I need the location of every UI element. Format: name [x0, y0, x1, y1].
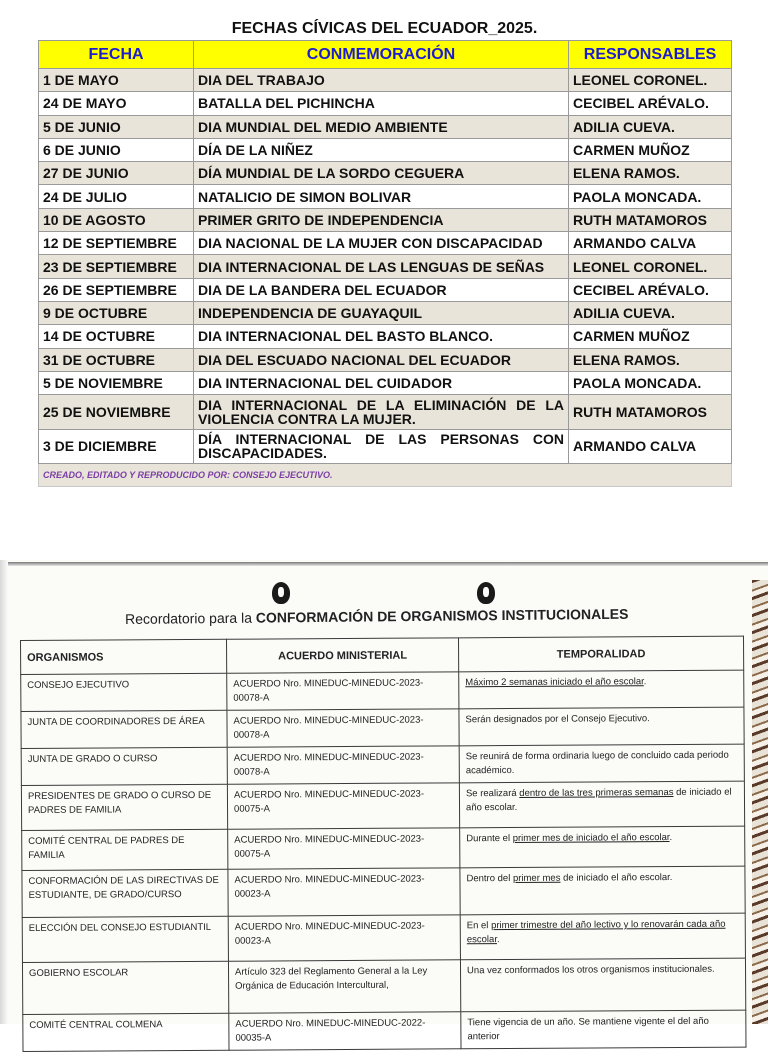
cell-temporalidad — [460, 866, 745, 915]
table-row — [39, 301, 732, 324]
cell-responsable: PAOLA MONCADA. — [569, 371, 732, 394]
table-row — [39, 208, 732, 231]
cell-conmemoracion: DIA DE LA BANDERA DEL ECUADOR — [194, 278, 569, 301]
organismos-document — [0, 560, 768, 1024]
cell-responsable: CARMEN MUÑOZ — [569, 325, 732, 348]
table-row — [39, 371, 732, 394]
cell-conmemoracion: PRIMER GRITO DE INDEPENDENCIA — [194, 208, 569, 231]
cell-fecha: 10 DE AGOSTO — [39, 208, 194, 231]
cell-temporalidad — [459, 670, 744, 709]
cell-conmemoracion: DÍA MUNDIAL DE LA SORDO CEGUERA — [194, 162, 569, 185]
table-header-row — [39, 41, 732, 69]
cell-temporalidad — [460, 913, 745, 960]
cell-fecha: 14 DE OCTUBRE — [39, 325, 194, 348]
temporalidad-underlined: primer trimestre del año lectivo y lo renovarán cada año escolar — [467, 919, 726, 946]
cell-temporalidad — [460, 826, 745, 868]
temporalidad-text: En el — [467, 920, 491, 931]
cell-temporalidad — [460, 958, 745, 1012]
fechas-civicas-title: FECHAS CÍVICAS DEL ECUADOR_2025. — [38, 18, 731, 40]
table-row — [21, 670, 744, 711]
binding-edge — [752, 580, 768, 1024]
table-row — [39, 395, 732, 430]
cell-fecha: 6 DE JUNIO — [39, 138, 194, 161]
cell-acuerdo: ACUERDO Nro. MINEDUC-MINEDUC-2023-00078-A — [227, 709, 459, 747]
table-row — [22, 826, 745, 870]
cell-conmemoracion: DÍA INTERNACIONAL DE LAS PERSONAS CON DISCAPACIDADES. — [194, 429, 569, 464]
cell-conmemoracion: DIA DEL ESCUADO NACIONAL DEL ECUADOR — [194, 348, 569, 371]
cell-acuerdo: Artículo 323 del Reglamento General a la Ley Orgánica de Educación Intercultural, — [228, 960, 460, 1013]
cell-fecha: 5 DE JUNIO — [39, 115, 194, 138]
cell-conmemoracion: BATALLA DEL PICHINCHA — [194, 92, 569, 115]
temporalidad-text: Una vez conformados los otros organismos institucionales. — [467, 964, 715, 977]
table-header-row — [21, 636, 744, 674]
cell-conmemoracion: NATALICIO DE SIMON BOLIVAR — [194, 185, 569, 208]
cell-acuerdo: ACUERDO Nro. MINEDUC-MINEDUC-2023-00075-A — [228, 828, 460, 869]
cell-fecha: 9 DE OCTUBRE — [39, 301, 194, 324]
cell-fecha: 25 DE NOVIEMBRE — [39, 395, 194, 430]
temporalidad-underlined: Máximo 2 semanas iniciado el año escolar — [465, 676, 644, 688]
temporalidad-text: Se reunirá de forma ordinaria luego de concluido cada periodo académico. — [466, 750, 729, 777]
cell-conmemoracion: DIA INTERNACIONAL DE LAS LENGUAS DE SEÑAS — [194, 255, 569, 278]
cell-conmemoracion: DÍA DE LA NIÑEZ — [194, 138, 569, 161]
table-row — [22, 958, 745, 1014]
cell-responsable: ADILIA CUEVA. — [569, 115, 732, 138]
cell-acuerdo: ACUERDO Nro. MINEDUC-MINEDUC-2023-00078-A — [227, 672, 459, 710]
cell-responsable: RUTH MATAMOROS — [569, 208, 732, 231]
table-row — [21, 781, 744, 830]
header-organismos: ORGANISMOS — [21, 639, 227, 674]
temporalidad-text: Serán designados por el Consejo Ejecutivo. — [465, 713, 649, 725]
cell-organismo: PRESIDENTES DE GRADO O CURSO DE PADRES DE FAMILIA — [21, 784, 227, 830]
temporalidad-text: . — [644, 676, 647, 687]
cell-organismo: COMITÉ CENTRAL DE PADRES DE FAMILIA — [22, 829, 228, 870]
table-row — [23, 1010, 746, 1051]
cell-fecha: 31 DE OCTUBRE — [39, 348, 194, 371]
institution-logo-icon — [272, 582, 290, 604]
cell-fecha: 24 DE JULIO — [39, 185, 194, 208]
temporalidad-text: . — [497, 934, 500, 945]
temporalidad-text: Tiene vigencia de un año. Se mantiene vigente el del año anterior — [467, 1016, 709, 1042]
cell-conmemoracion: DIA INTERNACIONAL DEL BASTO BLANCO. — [194, 325, 569, 348]
cell-responsable: ARMANDO CALVA — [569, 232, 732, 255]
cell-fecha: 5 DE NOVIEMBRE — [39, 371, 194, 394]
table-footer-row — [39, 464, 732, 487]
table-row — [39, 429, 732, 464]
cell-acuerdo: ACUERDO Nro. MINEDUC-MINEDUC-2023-00023-A — [228, 868, 460, 916]
cell-temporalidad — [459, 744, 744, 783]
cell-fecha: 12 DE SEPTIEMBRE — [39, 232, 194, 255]
temporalidad-underlined: primer mes de iniciado el año escolar — [513, 832, 670, 844]
cell-conmemoracion: DIA INTERNACIONAL DEL CUIDADOR — [194, 371, 569, 394]
temporalidad-text: Durante el — [466, 833, 513, 844]
table-row — [39, 69, 732, 92]
fechas-civicas-table — [38, 40, 732, 487]
table-row — [39, 185, 732, 208]
table-row — [39, 92, 732, 115]
cell-fecha: 24 DE MAYO — [39, 92, 194, 115]
institution-logo-icon — [477, 582, 495, 604]
table-row — [21, 744, 744, 785]
temporalidad-text: de iniciado el año escolar. — [560, 872, 672, 884]
cell-organismo: JUNTA DE COORDINADORES DE ÁREA — [21, 710, 227, 748]
cell-fecha: 3 DE DICIEMBRE — [39, 429, 194, 464]
cell-organismo: CONFORMACIÓN DE LAS DIRECTIVAS DE ESTUDIANTE, DE GRADO/CURSO — [22, 869, 228, 917]
table-row — [22, 866, 745, 917]
cell-responsable: ELENA RAMOS. — [569, 348, 732, 371]
temporalidad-underlined: primer mes — [513, 873, 561, 884]
cell-conmemoracion: DIA MUNDIAL DEL MEDIO AMBIENTE — [194, 115, 569, 138]
cell-responsable: ADILIA CUEVA. — [569, 301, 732, 324]
cell-conmemoracion: DIA NACIONAL DE LA MUJER CON DISCAPACIDAD — [194, 232, 569, 255]
temporalidad-text: . — [670, 832, 673, 843]
cell-acuerdo: ACUERDO Nro. MINEDUC-MINEDUC-2022-00035-A — [229, 1012, 461, 1050]
header-conmemoracion: CONMEMORACIÓN — [194, 41, 569, 69]
cell-conmemoracion: DIA DEL TRABAJO — [194, 69, 569, 92]
organismos-title — [125, 606, 628, 627]
organismos-title-bold: CONFORMACIÓN DE ORGANISMOS INSTITUCIONALES — [256, 606, 629, 626]
table-footer-note: CREADO, EDITADO Y REPRODUCIDO POR: CONSEJO EJECUTIVO. — [39, 464, 732, 487]
header-temporalidad: TEMPORALIDAD — [458, 636, 743, 672]
table-row — [39, 138, 732, 161]
cell-conmemoracion: INDEPENDENCIA DE GUAYAQUIL — [194, 301, 569, 324]
cell-responsable: CECIBEL ARÉVALO. — [569, 278, 732, 301]
header-fecha: FECHA — [39, 41, 194, 69]
temporalidad-text: de iniciado el año escolar. — [466, 787, 732, 814]
cell-fecha: 27 DE JUNIO — [39, 162, 194, 185]
cell-responsable: PAOLA MONCADA. — [569, 185, 732, 208]
cell-responsable: LEONEL CORONEL. — [569, 69, 732, 92]
organismos-table — [20, 636, 747, 1052]
cell-acuerdo: ACUERDO Nro. MINEDUC-MINEDUC-2023-00023-A — [228, 915, 460, 961]
header-responsables: RESPONSABLES — [569, 41, 732, 69]
cell-responsable: ELENA RAMOS. — [569, 162, 732, 185]
table-row — [39, 325, 732, 348]
paper-left-edge — [0, 560, 8, 1024]
cell-fecha: 23 DE SEPTIEMBRE — [39, 255, 194, 278]
temporalidad-text: Dentro del — [466, 873, 513, 884]
cell-organismo: CONSEJO EJECUTIVO — [21, 673, 227, 711]
cell-responsable: LEONEL CORONEL. — [569, 255, 732, 278]
cell-temporalidad — [459, 707, 744, 746]
temporalidad-underlined: dentro de las tres primeras semanas — [519, 787, 673, 799]
paper-top-edge — [0, 562, 768, 566]
cell-fecha: 26 DE SEPTIEMBRE — [39, 278, 194, 301]
cell-fecha: 1 DE MAYO — [39, 69, 194, 92]
table-row — [21, 707, 744, 748]
cell-responsable: CARMEN MUÑOZ — [569, 138, 732, 161]
cell-organismo: GOBIERNO ESCOLAR — [22, 961, 228, 1014]
cell-organismo: ELECCIÓN DEL CONSEJO ESTUDIANTIL — [22, 916, 228, 962]
table-row — [39, 348, 732, 371]
table-row — [39, 278, 732, 301]
cell-organismo: JUNTA DE GRADO O CURSO — [21, 747, 227, 785]
header-acuerdo: ACUERDO MINISTERIAL — [226, 638, 458, 673]
table-row — [39, 255, 732, 278]
table-row — [39, 115, 732, 138]
cell-acuerdo: ACUERDO Nro. MINEDUC-MINEDUC-2023-00078-A — [227, 746, 459, 784]
cell-organismo: COMITÉ CENTRAL COLMENA — [23, 1013, 229, 1051]
cell-temporalidad — [461, 1010, 746, 1049]
cell-conmemoracion: DIA INTERNACIONAL DE LA ELIMINACIÓN DE LA VIOLENCIA CONTRA LA MUJER. — [194, 395, 569, 430]
cell-responsable: CECIBEL ARÉVALO. — [569, 92, 732, 115]
table-row — [39, 232, 732, 255]
cell-responsable: ARMANDO CALVA — [569, 429, 732, 464]
cell-responsable: RUTH MATAMOROS — [569, 395, 732, 430]
organismos-title-prefix: Recordatorio para la — [125, 610, 256, 627]
cell-temporalidad — [459, 781, 744, 828]
table-row — [22, 913, 745, 962]
cell-acuerdo: ACUERDO Nro. MINEDUC-MINEDUC-2023-00075-A — [227, 783, 459, 829]
temporalidad-text: Se realizará — [466, 788, 519, 799]
table-row — [39, 162, 732, 185]
fechas-civicas-document — [38, 18, 731, 487]
